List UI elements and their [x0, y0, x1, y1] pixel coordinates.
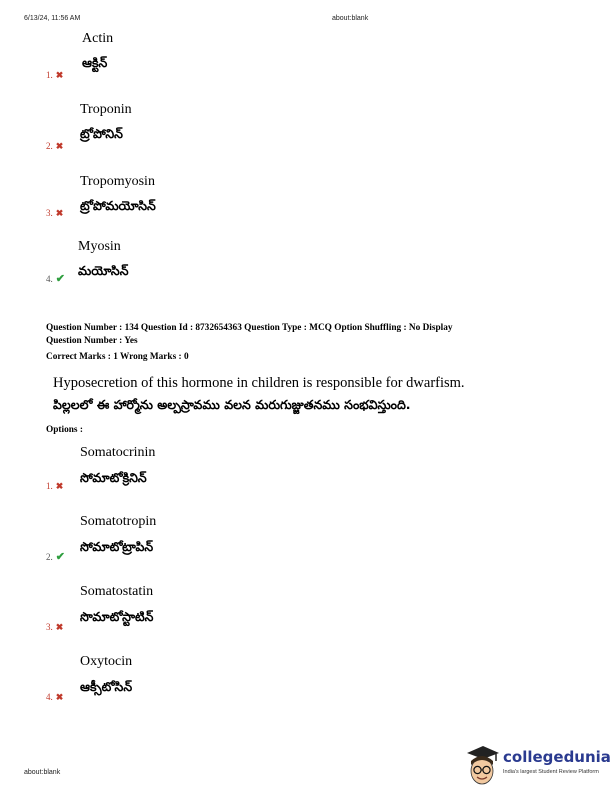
option-number: 1. ✖	[46, 481, 64, 491]
cross-icon: ✖	[55, 622, 64, 632]
question-meta-line-2: Question Number : Yes	[46, 336, 138, 346]
print-url: about:blank	[332, 15, 369, 22]
logo-name: collegedunia	[503, 748, 611, 766]
question-text-en: Hyposecretion of this hormone in children is responsible for dwarfism.	[53, 375, 465, 391]
option-number: 1. ✖	[46, 70, 64, 80]
option-text-en: Somatostatin	[80, 584, 154, 599]
option-text-en: Somatocrinin	[80, 445, 156, 460]
cross-icon: ✖	[55, 692, 64, 702]
print-datetime: 6/13/24, 11:56 AM	[24, 15, 81, 22]
option-number: 3. ✖	[46, 208, 64, 218]
option-text-te: సొమాటోస్టాటిన్	[80, 609, 154, 624]
option-text-en: Troponin	[80, 102, 132, 117]
option-number: 4. ✔	[46, 273, 65, 285]
option-text-en: Myosin	[78, 239, 121, 254]
option-text-te: ట్రోపోనిన్	[80, 126, 123, 141]
option-text-en: Somatotropin	[80, 514, 157, 529]
option-number: 2. ✖	[46, 141, 64, 151]
question-marks: Correct Marks : 1 Wrong Marks : 0	[46, 352, 189, 362]
option-text-te: ట్రోపోమయోసిన్	[80, 198, 156, 213]
graduate-mascot-icon	[463, 744, 501, 790]
check-icon: ✔	[55, 551, 65, 563]
question-meta-line-1: Question Number : 134 Question Id : 8732654363 Question Type : MCQ Option Shuffling : No Display	[46, 323, 453, 333]
check-icon: ✔	[55, 273, 65, 285]
options-label: Options :	[46, 425, 83, 435]
option-text-en: Oxytocin	[80, 654, 133, 669]
cross-icon: ✖	[55, 141, 64, 151]
option-text-te: సోమాటోట్రాపిన్	[80, 539, 154, 554]
option-text-en: Actin	[82, 31, 114, 46]
cross-icon: ✖	[55, 70, 64, 80]
option-text-te: ఆక్టిన్	[82, 55, 108, 70]
option-text-te: మయోసిన్	[78, 263, 129, 278]
cross-icon: ✖	[55, 481, 64, 491]
option-number: 3. ✖	[46, 622, 64, 632]
option-number: 2. ✔	[46, 551, 65, 563]
footer-url: about:blank	[24, 769, 61, 776]
cross-icon: ✖	[55, 208, 64, 218]
option-text-en: Tropomyosin	[80, 174, 155, 189]
option-text-te: సోమాటోక్రినిన్	[80, 470, 147, 485]
collegedunia-logo	[463, 744, 612, 790]
question-text-te: పిల్లలలో ఈ హార్మోను అల్పస్రావము వలన మరుగుజ్జుతనము సంభవిస్తుంది.	[53, 397, 411, 412]
logo-tagline: India's largest Student Review Platform	[503, 769, 599, 775]
option-number: 4. ✖	[46, 692, 64, 702]
option-text-te: ఆక్సీటోసిన్	[80, 679, 133, 694]
